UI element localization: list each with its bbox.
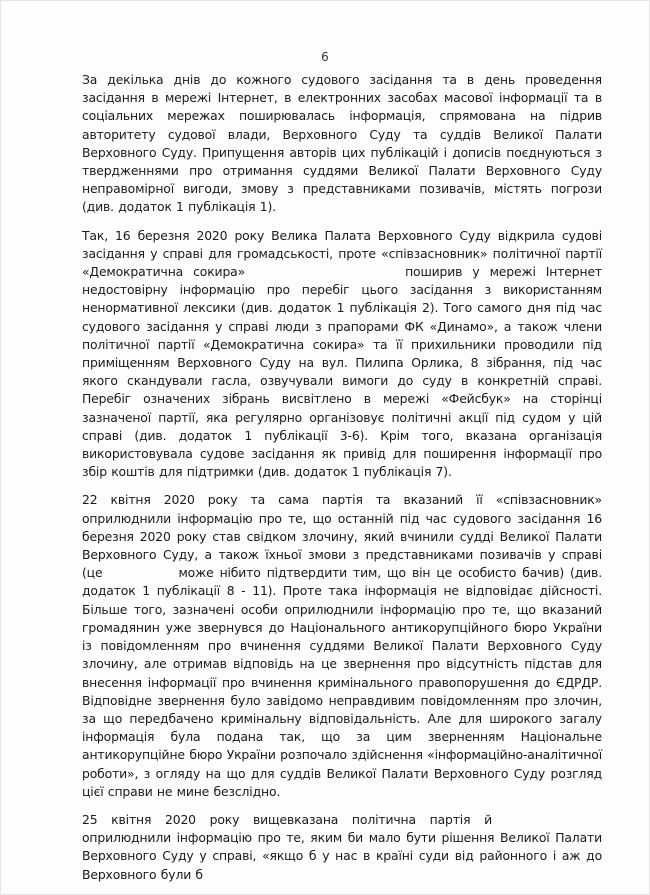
- paragraph-2: [82, 227, 602, 482]
- paragraph-3-text-a: 22 квітня 2020 року та сама партія та вказаний її «співзасновник» оприлюднили інформацію про те, що останній під час судового засідання 16 березня 2020 року став свідком злочину, який вчинили судді Великої Палати Верховного Суду, а також їхньої змови з представниками позивачів у справі (це: [82, 492, 602, 581]
- paragraph-1-text: За декілька днів до кожного судового засідання та в день проведення засідання в мережі Інтернет, в електронних засобах масової інформації та в соціальних мережах поширювалась інформація, спрямована на підрив авторитету судової влади, Верховного Суду та суддів Великої Палати Верховного Суду. Припущення авторів цих публікацій і дописів поєднуються з твердженнями про отримання суддями Великої Палати Верховного Суду неправомірної вигоди, змову з представниками позивачів, містять погрози (див. додаток 1 публікація 1).: [82, 72, 602, 215]
- paragraph-4-text-a: 25 квітня 2020 року вищевказана політична партія й: [82, 811, 492, 827]
- paragraph-4: [82, 811, 602, 884]
- document-body: [82, 71, 602, 894]
- paragraph-4-text-b: оприлюднили інформацію про те, яким би мало бути рішення Великої Палати Верховного Суду у справі, «якщо б у нас в країні суди від районного і аж до Верховного були б: [82, 830, 602, 882]
- paragraph-3-text-b: може нібито підтвердити тим, що він це особисто бачив) (див. додаток 1 публікації 8 - 11). Проте така інформація не відповідає дійсності. Більше того, зазначені особи оприлюднили інформацію про те, що вказаний громадянин уже звернувся до Національного антикорупційного бюро України із повідомленням про вчинення суддями Великої Палати Верховного Суду злочину, але отримав відповідь на це звернення про відсутність підстав для внесення інформації про вчинення кримінального правопорушення до ЄДРДР. Відповідне звернення було завідомо неправдивим повідомленням про злочин, за що передбачено кримінальну відповідальність. Але для широкого загалу інформація була подана так, що за цим зверненням Національне антикорупційне бюро України розпочало здійснення «інформаційно-аналітичної роботи», з огляду на що для суддів Великої Палати Верховного Суду розгляд цієї справи не мине безслідно.: [82, 565, 602, 799]
- paragraph-3: [82, 491, 602, 800]
- paragraph-1: [82, 71, 602, 217]
- page-number: 6: [321, 50, 329, 64]
- paragraph-2-text-b: поширив у мережі Інтернет недостовірну інформацію про перебіг цього засідання з використанням ненормативної лексики (див. додаток 1 публікація 2). Того самого дня під час судового засідання у справі люди з прапорами ФК «Динамо», а також члени політичної партії «Демократична сокира» та її прихильники проводили під приміщенням Верховного Суду на вул. Пилипа Орлика, 8 зібрання, під час якого скандували гасла, озвучували вимоги до суду в конкретній справі. Перебіг означених зібрань висвітлено в мережі «Фейсбук» на сторінці зазначеної партії, яка регулярно організовує політичні акції під судом у цій справі (див. додаток 1 публікації 3-6). Крім того, вказана організація використовувала судове засідання як привід для поширення інформації про збір коштів для підтримки (див. додаток 1 публікація 7).: [82, 264, 602, 480]
- paragraph-2-text-a: Так, 16 березня 2020 року Велика Палата Верховного Суду відкрила судові засідання у справі для громадськості, проте «співзасновник» політичної партії «Демократична сокира»: [82, 227, 602, 280]
